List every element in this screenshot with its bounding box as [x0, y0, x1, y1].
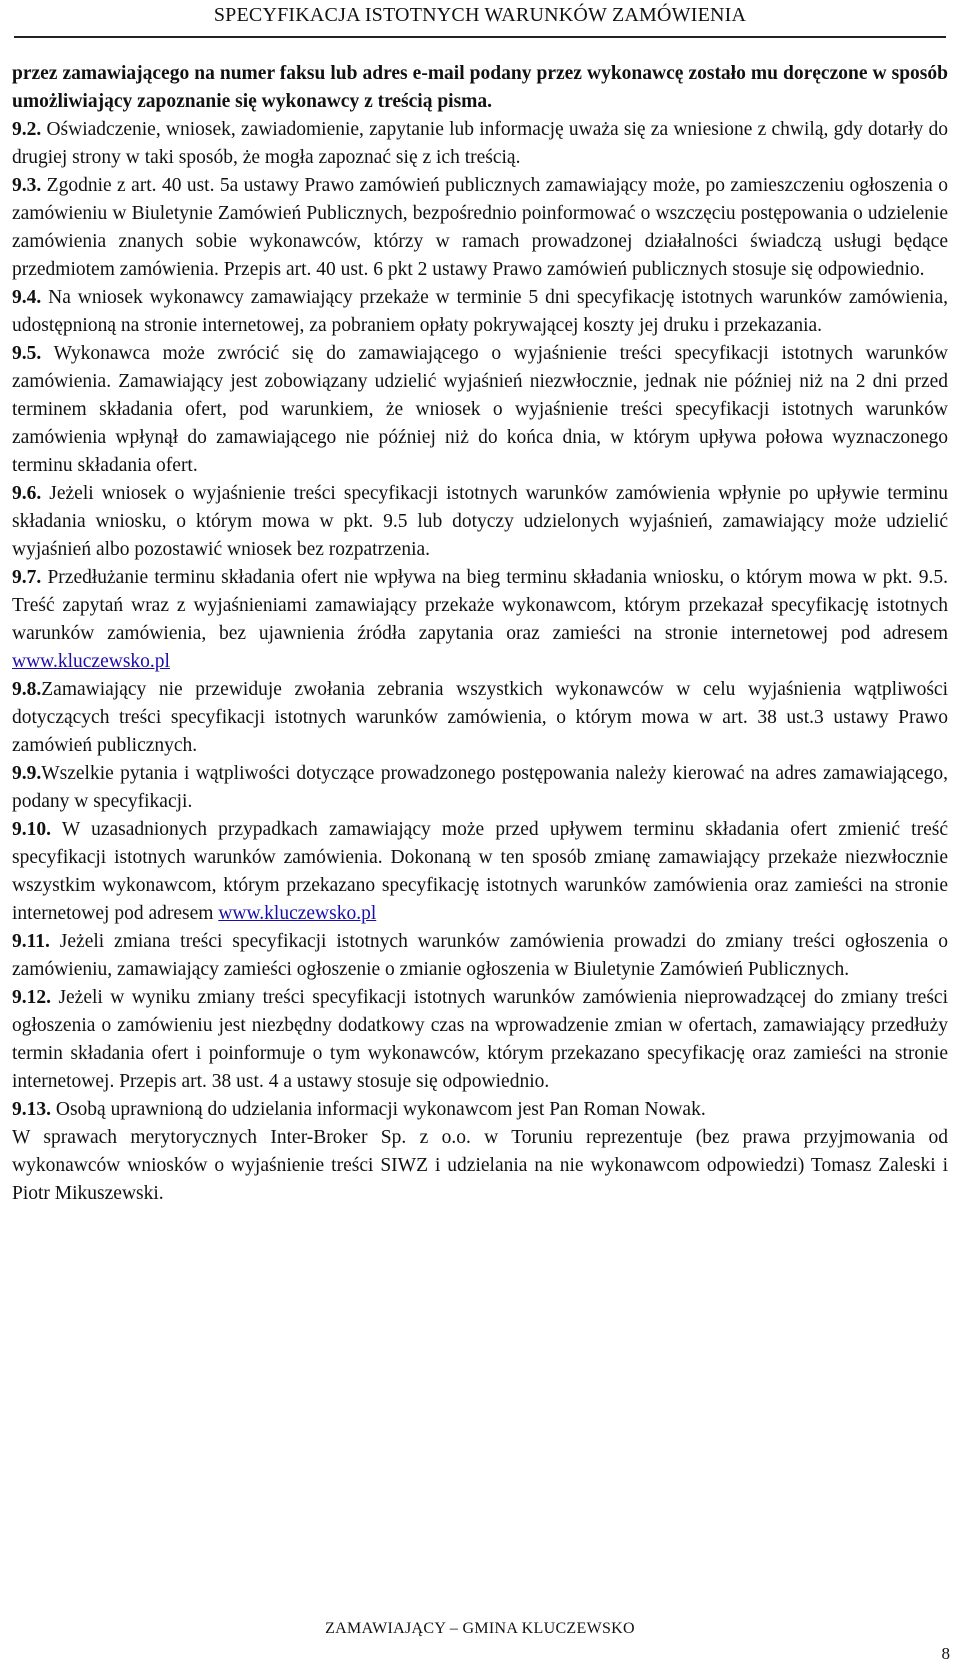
- section-9-7: [12, 564, 948, 676]
- section-number: 9.13.: [12, 1099, 51, 1120]
- section-number: 9.7.: [12, 567, 42, 588]
- section-9-8: [12, 676, 948, 760]
- section-9-10: [12, 816, 948, 928]
- section-number: 9.9.: [12, 763, 42, 784]
- document-body: [12, 60, 948, 1208]
- section-text: Jeżeli zmiana treści specyfikacji istotnych warunków zamówienia prowadzi do zmiany treści ogłoszenia o zamówieniu, zamawiający zamieści ogłoszenie o zmianie ogłoszenia w Biuletynie Zamówień Publicznych.: [12, 931, 948, 980]
- section-text: Przedłużanie terminu składania ofert nie wpływa na bieg terminu składania wniosku, o którym mowa w pkt. 9.5. Treść zapytań wraz z wyjaśnieniami zamawiający przekaże wykonawcom, którym przekazał specyfikację istotnych warunków zamówienia, bez ujawnienia źródła zapytania oraz zamieści na stronie internetowej pod adresem: [12, 567, 948, 644]
- section-9-2: [12, 116, 948, 172]
- page-footer: ZAMAWIAJĄCY – GMINA KLUCZEWSKO: [325, 1620, 635, 1637]
- section-text: Oświadczenie, wniosek, zawiadomienie, zapytanie lub informację uważa się za wniesione z chwilą, gdy dotarły do drugiej strony w taki sposób, że mogła zapoznać się z ich treścią.: [12, 119, 948, 168]
- section-text: Zamawiający nie przewiduje zwołania zebrania wszystkich wykonawców w celu wyjaśnienia wątpliwości dotyczących treści specyfikacji istotnych warunków zamówienia, o którym mowa w art. 38 ust.3 ustawy Prawo zamówień publicznych.: [12, 679, 948, 756]
- header-divider: [14, 36, 946, 38]
- section-number: 9.11.: [12, 931, 50, 952]
- section-number: 9.5.: [12, 343, 42, 364]
- section-9-9: [12, 760, 948, 816]
- section-number: 9.12.: [12, 987, 51, 1008]
- section-number: 9.10.: [12, 819, 51, 840]
- section-text: Wszelkie pytania i wątpliwości dotyczące prowadzonego postępowania należy kierować na adres zamawiającego, podany w specyfikacji.: [12, 763, 948, 812]
- section-9-3: [12, 172, 948, 284]
- section-text: Wykonawca może zwrócić się do zamawiającego o wyjaśnienie treści specyfikacji istotnych warunków zamówienia. Zamawiający jest zobowiązany udzielić wyjaśnień niezwłocznie, jednak nie później niż na 2 dni przed terminem składania ofert, pod warunkiem, że wniosek o wyjaśnienie treści specyfikacji istotnych warunków zamówienia wpłynął do zamawiającego nie później niż do końca dnia, w którym upływa połowa wyznaczonego terminu składania ofert.: [12, 343, 948, 476]
- section-9-5: [12, 340, 948, 480]
- section-number: 9.6.: [12, 483, 42, 504]
- section-number: 9.2.: [12, 119, 42, 140]
- intro-text: przez zamawiającego na numer faksu lub adres e-mail podany przez wykonawcę zostało mu doręczone w sposób umożliwiający zapoznanie się wykonawcy z treścią pisma.: [12, 63, 948, 112]
- section-9-11: [12, 928, 948, 984]
- closing-paragraph: W sprawach merytorycznych Inter-Broker Sp. z o.o. w Toruniu reprezentuje (bez prawa przyjmowania od wykonawców wniosków o wyjaśnienie treści SIWZ i udzielania na nie wykonawcom odpowiedzi) Tomasz Zaleski i Piotr Mikuszewski.: [12, 1127, 948, 1204]
- website-link[interactable]: www.kluczewsko.pl: [12, 651, 170, 672]
- section-number: 9.4.: [12, 287, 42, 308]
- section-text: Na wniosek wykonawcy zamawiający przekaże w terminie 5 dni specyfikację istotnych warunków zamówienia, udostępnioną na stronie internetowej, za pobraniem opłaty pokrywającej koszty jej druku i przekazania.: [12, 287, 948, 336]
- page-number: 8: [941, 1644, 950, 1663]
- section-number: 9.8.: [12, 679, 42, 700]
- page-header-title: SPECYFIKACJA ISTOTNYCH WARUNKÓW ZAMÓWIENIA: [213, 4, 747, 26]
- section-text: Jeżeli w wyniku zmiany treści specyfikacji istotnych warunków zamówienia nieprowadzącej do zmiany treści ogłoszenia o zamówieniu jest niezbędny dodatkowy czas na wprowadzenie zmian w ofertach, zamawiający przedłuży termin składania ofert i poinformuje o tym wykonawców, którym przekazano specyfikację oraz zamieści na stronie internetowej. Przepis art. 38 ust. 4 a ustawy stosuje się odpowiednio.: [12, 987, 948, 1092]
- section-text: W uzasadnionych przypadkach zamawiający może przed upływem terminu składania ofert zmienić treść specyfikacji istotnych warunków zamówienia. Dokonaną w ten sposób zmianę zamawiający przekaże niezwłocznie wszystkim wykonawcom, którym przekazano specyfikację istotnych warunków zamówienia oraz zamieści na stronie internetowej pod adresem: [12, 819, 948, 924]
- section-text: Osobą uprawnioną do udzielania informacji wykonawcom jest Pan Roman Nowak.: [51, 1099, 706, 1120]
- section-9-4: [12, 284, 948, 340]
- website-link[interactable]: www.kluczewsko.pl: [218, 903, 377, 924]
- section-text: Jeżeli wniosek o wyjaśnienie treści specyfikacji istotnych warunków zamówienia wpłynie po upływie terminu składania wniosku, o którym mowa w pkt. 9.5 lub dotyczy udzielonych wyjaśnień, zamawiający może udzielić wyjaśnień albo pozostawić wniosek bez rozpatrzenia.: [12, 483, 948, 560]
- section-text: Zgodnie z art. 40 ust. 5a ustawy Prawo zamówień publicznych zamawiający może, po zamieszczeniu ogłoszenia o zamówieniu w Biuletynie Zamówień Publicznych, bezpośrednio poinformować o wszczęciu postępowania o udzielenie zamówienia znanych sobie wykonawców, którzy w ramach prowadzonej działalności świadczą usługi będące przedmiotem zamówienia. Przepis art. 40 ust. 6 pkt 2 ustawy Prawo zamówień publicznych stosuje się odpowiednio.: [12, 175, 948, 280]
- section-9-6: [12, 480, 948, 564]
- intro-paragraph: [12, 60, 948, 116]
- section-9-13: [12, 1096, 948, 1124]
- section-9-12: [12, 984, 948, 1096]
- section-number: 9.3.: [12, 175, 42, 196]
